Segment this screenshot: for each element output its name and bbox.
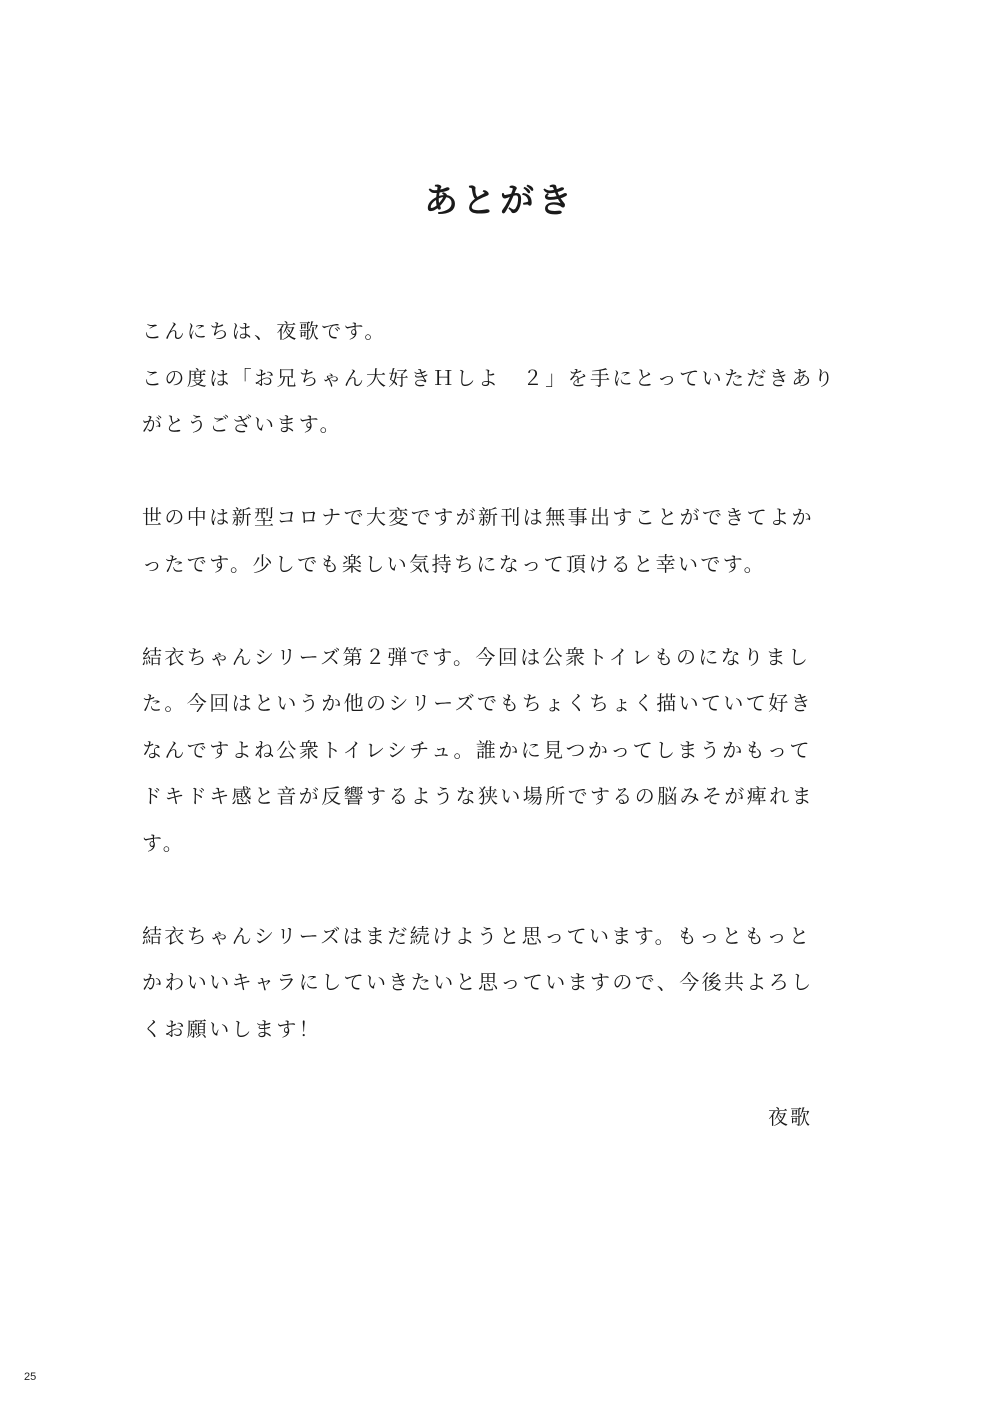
text-line: 世の中は新型コロナで大変ですが新刊は無事出すことができてよか bbox=[142, 505, 814, 529]
text-line: た。今回はというか他のシリーズでもちょくちょく描いていて好き bbox=[142, 691, 813, 715]
text-line: こんにちは、夜歌です。 bbox=[142, 319, 387, 343]
text-line: かわいいキャラにしていきたいと思っていますので、今後共よろし bbox=[142, 970, 814, 994]
page-title: あとがき bbox=[424, 181, 576, 221]
text-line: 結衣ちゃんシリーズ第２弾です。今回は公衆トイレものになりまし bbox=[142, 644, 811, 669]
text-line: がとうございます。 bbox=[142, 412, 342, 436]
afterword-body bbox=[142, 308, 862, 1052]
paragraph-gap bbox=[142, 448, 862, 495]
paragraph-gap bbox=[142, 866, 862, 913]
text-line: ドキドキ感と音が反響するような狭い場所でするの脳みそが痺れま bbox=[142, 784, 814, 808]
text-line: この度は「お兄ちゃん大好きＨしよ ２」を手にとっていただきあり bbox=[142, 365, 836, 390]
text-line: くお願いします！ bbox=[142, 1016, 322, 1041]
page-number: 25 bbox=[24, 1371, 37, 1383]
text-line: す。 bbox=[142, 830, 186, 855]
text-line: 結衣ちゃんシリーズはまだ続けようと思っています。もっともっと bbox=[142, 923, 812, 948]
author-signature: 夜歌 bbox=[768, 1105, 812, 1129]
text-line: ったです。少しでも楽しい気持ちになって頂けると幸いです。 bbox=[142, 551, 766, 576]
paragraph-gap bbox=[142, 587, 862, 634]
text-line: なんですよね公衆トイレシチュ。誰かに見つかってしまうかもって bbox=[142, 737, 812, 762]
